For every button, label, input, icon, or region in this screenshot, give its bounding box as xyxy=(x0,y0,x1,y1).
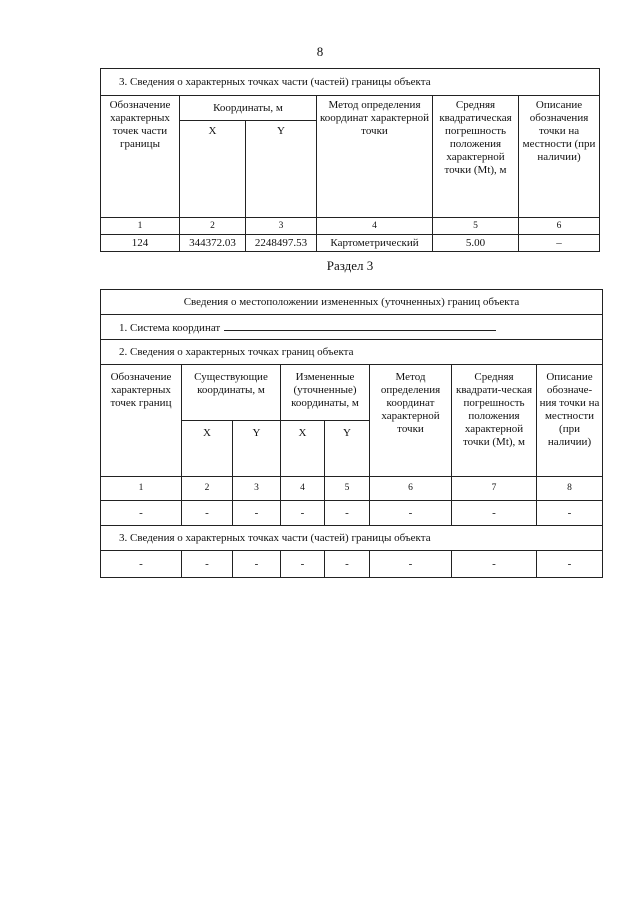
cell-value: - xyxy=(370,501,452,526)
col-number: 6 xyxy=(519,218,600,235)
col-number: 5 xyxy=(325,477,370,501)
header-description: Описание обозначения точки на местности (при наличии) xyxy=(519,96,600,218)
cell-value: - xyxy=(452,551,537,578)
cell-value: - xyxy=(233,501,281,526)
cell-value: - xyxy=(537,551,603,578)
cell-designation: 124 xyxy=(101,235,180,252)
cell-x: 344372.03 xyxy=(180,235,246,252)
cell-value: - xyxy=(233,551,281,578)
points-title: 2. Сведения о характерных точках границ объекта xyxy=(101,340,603,365)
header-error: Средняя квадрати-ческая погрешность положения характерной точки (Mt), м xyxy=(452,365,537,477)
cell-value: - xyxy=(537,501,603,526)
header-changed-x: X xyxy=(281,421,325,477)
col-number: 2 xyxy=(182,477,233,501)
col-number: 4 xyxy=(317,218,433,235)
coord-system-blank xyxy=(224,320,496,331)
cell-error: 5.00 xyxy=(433,235,519,252)
col-number: 8 xyxy=(537,477,603,501)
header-x: X xyxy=(180,121,246,218)
cell-value: - xyxy=(182,501,233,526)
col-number: 4 xyxy=(281,477,325,501)
header-designation: Обозначение характерных точек части границы xyxy=(101,96,180,218)
col-number: 5 xyxy=(433,218,519,235)
coord-system-label: 1. Система координат xyxy=(119,321,221,334)
cell-value: - xyxy=(101,501,182,526)
cell-value: - xyxy=(101,551,182,578)
table-row xyxy=(101,501,603,526)
header-changed-y: Y xyxy=(325,421,370,477)
cell-value: - xyxy=(281,551,325,578)
cell-value: - xyxy=(182,551,233,578)
header-method: Метод определения координат характерной точки xyxy=(370,365,452,477)
table-row xyxy=(101,551,603,578)
col-number: 1 xyxy=(101,477,182,501)
header-changed-coords: Измененные (уточненные) координаты, м xyxy=(281,365,370,421)
page-number: 8 xyxy=(316,44,324,59)
header-coords: Координаты, м xyxy=(180,96,317,121)
header-existing-x: X xyxy=(182,421,233,477)
part-points-title: 3. Сведения о характерных точках части (частей) границы объекта xyxy=(101,526,603,551)
cell-value: - xyxy=(452,501,537,526)
part-points-table xyxy=(100,68,600,252)
header-designation: Обозначение характерных точек границ xyxy=(101,365,182,477)
col-number: 2 xyxy=(180,218,246,235)
table-row xyxy=(101,235,600,252)
cell-value: - xyxy=(325,551,370,578)
cell-y: 2248497.53 xyxy=(246,235,317,252)
table-title: Сведения о местоположении измененных (уточненных) границ объекта xyxy=(101,290,603,315)
header-existing-y: Y xyxy=(233,421,281,477)
header-description: Описание обозначе-ния точки на местности (при наличии) xyxy=(537,365,603,477)
cell-method: Картометрический xyxy=(317,235,433,252)
cell-value: - xyxy=(325,501,370,526)
coord-system-row xyxy=(101,315,603,340)
cell-description: – xyxy=(519,235,600,252)
header-y: Y xyxy=(246,121,317,218)
col-number: 7 xyxy=(452,477,537,501)
table-title: 3. Сведения о характерных точках части (частей) границы объекта xyxy=(101,69,600,96)
header-method: Метод определения координат характерной точки xyxy=(317,96,433,218)
section-title: Раздел 3 xyxy=(326,258,374,273)
col-number: 6 xyxy=(370,477,452,501)
cell-value: - xyxy=(370,551,452,578)
col-number: 3 xyxy=(246,218,317,235)
col-number: 1 xyxy=(101,218,180,235)
cell-value: - xyxy=(281,501,325,526)
header-error: Средняя квадратическая погрешность положения характерной точки (Mt), м xyxy=(433,96,519,218)
col-number: 3 xyxy=(233,477,281,501)
changed-boundaries-table xyxy=(100,289,603,578)
header-existing-coords: Существующие координаты, м xyxy=(182,365,281,421)
